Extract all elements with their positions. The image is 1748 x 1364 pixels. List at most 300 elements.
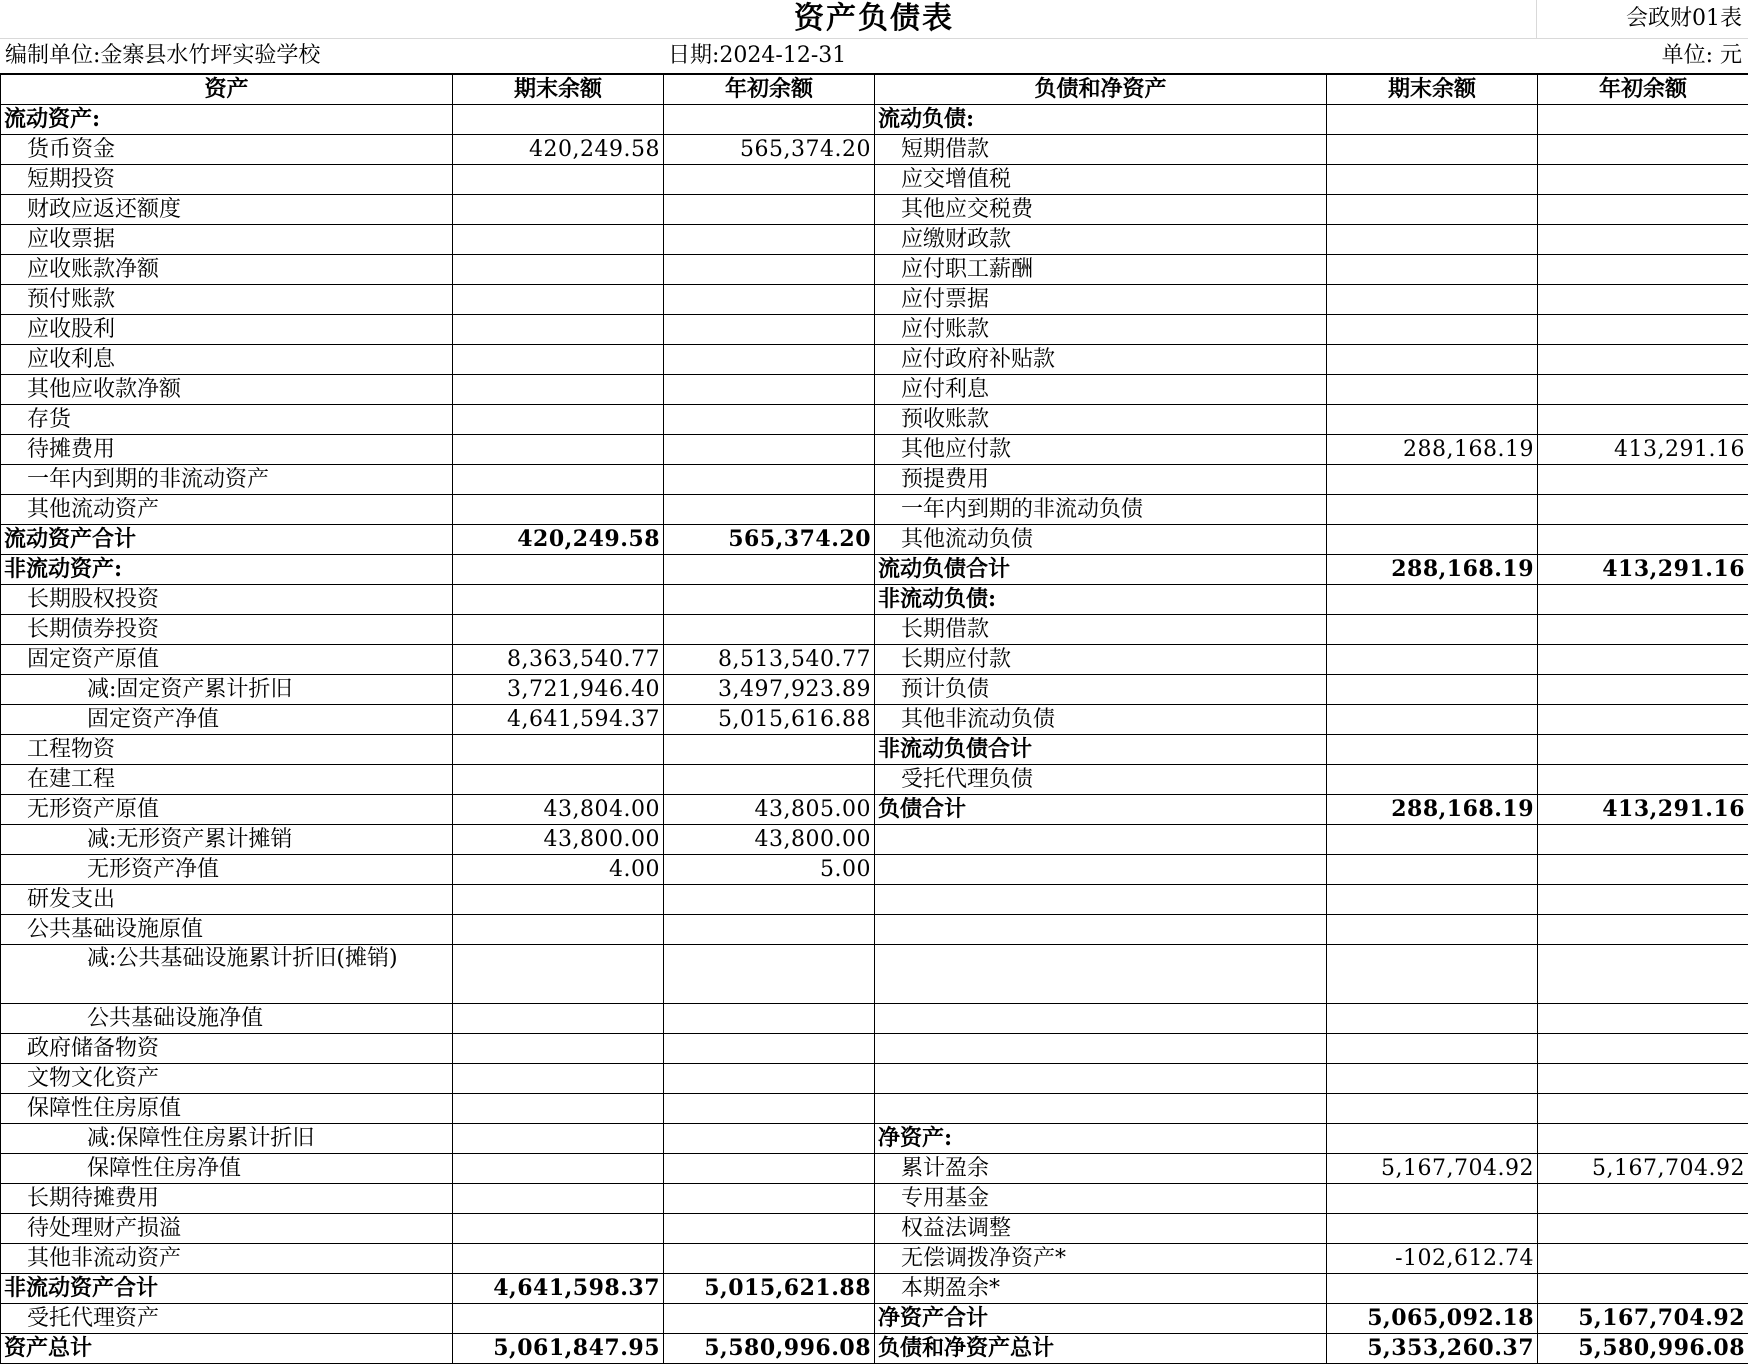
balance-table bbox=[0, 74, 1748, 1364]
liability-end-balance bbox=[1327, 495, 1538, 525]
asset-label: 流动资产: bbox=[1, 105, 453, 135]
asset-end-balance: 43,800.00 bbox=[453, 825, 664, 855]
liability-end-balance bbox=[1327, 375, 1538, 405]
sheet-title: 资产负债表 bbox=[0, 0, 1748, 38]
asset-label: 待摊费用 bbox=[1, 435, 453, 465]
liability-end-balance bbox=[1327, 705, 1538, 735]
asset-begin-balance bbox=[664, 405, 875, 435]
asset-label: 保障性住房原值 bbox=[1, 1094, 453, 1124]
asset-label: 资产总计 bbox=[1, 1334, 453, 1364]
asset-end-balance bbox=[453, 345, 664, 375]
asset-end-balance bbox=[453, 465, 664, 495]
liability-begin-balance bbox=[1538, 165, 1748, 195]
asset-label: 在建工程 bbox=[1, 765, 453, 795]
asset-end-balance bbox=[453, 1124, 664, 1154]
table-row bbox=[1, 1094, 1748, 1124]
asset-begin-balance bbox=[664, 375, 875, 405]
liability-label: 流动负债合计 bbox=[875, 555, 1327, 585]
liability-label: 应付票据 bbox=[875, 285, 1327, 315]
table-row bbox=[1, 1004, 1748, 1034]
liability-label: 受托代理负债 bbox=[875, 765, 1327, 795]
asset-begin-balance bbox=[664, 435, 875, 465]
liability-end-balance: -102,612.74 bbox=[1327, 1244, 1538, 1274]
title-divider bbox=[1536, 0, 1537, 38]
asset-label: 存货 bbox=[1, 405, 453, 435]
table-row bbox=[1, 705, 1748, 735]
asset-end-balance bbox=[453, 765, 664, 795]
liability-label bbox=[875, 915, 1327, 945]
liability-end-balance: 5,065,092.18 bbox=[1327, 1304, 1538, 1334]
liability-label: 本期盈余* bbox=[875, 1274, 1327, 1304]
liability-end-balance bbox=[1327, 675, 1538, 705]
liability-end-balance bbox=[1327, 645, 1538, 675]
asset-label: 工程物资 bbox=[1, 735, 453, 765]
liability-end-balance bbox=[1327, 1004, 1538, 1034]
liability-label: 净资产: bbox=[875, 1124, 1327, 1154]
liability-begin-balance bbox=[1538, 1124, 1748, 1154]
asset-begin-balance bbox=[664, 1154, 875, 1184]
asset-label: 减:保障性住房累计折旧 bbox=[1, 1124, 453, 1154]
liability-begin-balance bbox=[1538, 285, 1748, 315]
table-row bbox=[1, 105, 1748, 135]
liability-begin-balance bbox=[1538, 1214, 1748, 1244]
asset-begin-balance: 565,374.20 bbox=[664, 135, 875, 165]
liability-begin-balance bbox=[1538, 825, 1748, 855]
asset-label: 长期股权投资 bbox=[1, 585, 453, 615]
table-row bbox=[1, 315, 1748, 345]
asset-end-balance bbox=[453, 735, 664, 765]
asset-label: 非流动资产: bbox=[1, 555, 453, 585]
asset-end-balance bbox=[453, 1244, 664, 1274]
asset-label: 一年内到期的非流动资产 bbox=[1, 465, 453, 495]
table-row bbox=[1, 765, 1748, 795]
asset-label: 长期债券投资 bbox=[1, 615, 453, 645]
liability-begin-balance bbox=[1538, 885, 1748, 915]
table-row bbox=[1, 495, 1748, 525]
asset-end-balance: 43,804.00 bbox=[453, 795, 664, 825]
header-row bbox=[1, 75, 1748, 105]
asset-label: 预付账款 bbox=[1, 285, 453, 315]
header-liability-end: 期末余额 bbox=[1327, 75, 1538, 105]
asset-begin-balance bbox=[664, 315, 875, 345]
table-row bbox=[1, 1184, 1748, 1214]
liability-end-balance bbox=[1327, 135, 1538, 165]
liability-begin-balance bbox=[1538, 915, 1748, 945]
asset-begin-balance: 8,513,540.77 bbox=[664, 645, 875, 675]
table-row bbox=[1, 1214, 1748, 1244]
liability-end-balance bbox=[1327, 465, 1538, 495]
liability-label: 无偿调拨净资产* bbox=[875, 1244, 1327, 1274]
asset-end-balance bbox=[453, 405, 664, 435]
asset-end-balance bbox=[453, 285, 664, 315]
asset-end-balance bbox=[453, 315, 664, 345]
asset-label: 保障性住房净值 bbox=[1, 1154, 453, 1184]
asset-label: 公共基础设施原值 bbox=[1, 915, 453, 945]
asset-label: 减:公共基础设施累计折旧(摊销) bbox=[1, 945, 453, 1004]
asset-label: 财政应返还额度 bbox=[1, 195, 453, 225]
liability-begin-balance: 413,291.16 bbox=[1538, 435, 1748, 465]
liability-end-balance bbox=[1327, 1064, 1538, 1094]
liability-label: 一年内到期的非流动负债 bbox=[875, 495, 1327, 525]
asset-begin-balance bbox=[664, 345, 875, 375]
liability-begin-balance: 5,580,996.08 bbox=[1538, 1334, 1748, 1364]
asset-begin-balance: 5,580,996.08 bbox=[664, 1334, 875, 1364]
liability-label: 应交增值税 bbox=[875, 165, 1327, 195]
asset-label: 公共基础设施净值 bbox=[1, 1004, 453, 1034]
table-row bbox=[1, 345, 1748, 375]
liability-label bbox=[875, 855, 1327, 885]
liability-label bbox=[875, 1094, 1327, 1124]
asset-begin-balance bbox=[664, 1184, 875, 1214]
table-row bbox=[1, 135, 1748, 165]
liability-begin-balance bbox=[1538, 405, 1748, 435]
table-row bbox=[1, 1244, 1748, 1274]
table-row bbox=[1, 585, 1748, 615]
liability-label: 其他流动负债 bbox=[875, 525, 1327, 555]
liability-label: 预提费用 bbox=[875, 465, 1327, 495]
asset-begin-balance bbox=[664, 1094, 875, 1124]
info-row bbox=[0, 39, 1748, 74]
liability-begin-balance: 413,291.16 bbox=[1538, 555, 1748, 585]
asset-end-balance: 5,061,847.95 bbox=[453, 1334, 664, 1364]
asset-begin-balance bbox=[664, 1244, 875, 1274]
table-row bbox=[1, 1064, 1748, 1094]
asset-label: 非流动资产合计 bbox=[1, 1274, 453, 1304]
asset-begin-balance: 5,015,621.88 bbox=[664, 1274, 875, 1304]
liability-end-balance bbox=[1327, 105, 1538, 135]
table-row bbox=[1, 405, 1748, 435]
liability-begin-balance bbox=[1538, 345, 1748, 375]
liability-label: 负债合计 bbox=[875, 795, 1327, 825]
asset-label: 应收股利 bbox=[1, 315, 453, 345]
liability-end-balance bbox=[1327, 1184, 1538, 1214]
asset-end-balance: 4.00 bbox=[453, 855, 664, 885]
asset-end-balance bbox=[453, 915, 664, 945]
liability-end-balance bbox=[1327, 885, 1538, 915]
liability-label: 预收账款 bbox=[875, 405, 1327, 435]
liability-label: 其他应付款 bbox=[875, 435, 1327, 465]
liability-label: 预计负债 bbox=[875, 675, 1327, 705]
header-liability-begin: 年初余额 bbox=[1538, 75, 1748, 105]
liability-begin-balance bbox=[1538, 525, 1748, 555]
table-row bbox=[1, 645, 1748, 675]
asset-label: 减:无形资产累计摊销 bbox=[1, 825, 453, 855]
liability-end-balance bbox=[1327, 1094, 1538, 1124]
asset-end-balance bbox=[453, 105, 664, 135]
asset-end-balance bbox=[453, 1004, 664, 1034]
liability-begin-balance bbox=[1538, 615, 1748, 645]
table-row bbox=[1, 1034, 1748, 1064]
asset-end-balance bbox=[453, 1214, 664, 1244]
liability-label: 负债和净资产总计 bbox=[875, 1334, 1327, 1364]
liability-begin-balance bbox=[1538, 765, 1748, 795]
liability-label: 流动负债: bbox=[875, 105, 1327, 135]
liability-label: 非流动负债合计 bbox=[875, 735, 1327, 765]
liability-end-balance bbox=[1327, 615, 1538, 645]
liability-begin-balance bbox=[1538, 1034, 1748, 1064]
asset-label: 应收利息 bbox=[1, 345, 453, 375]
asset-end-balance bbox=[453, 375, 664, 405]
liability-end-balance bbox=[1327, 195, 1538, 225]
liability-begin-balance: 5,167,704.92 bbox=[1538, 1154, 1748, 1184]
table-row bbox=[1, 165, 1748, 195]
liability-end-balance: 5,353,260.37 bbox=[1327, 1334, 1538, 1364]
liability-begin-balance bbox=[1538, 255, 1748, 285]
liability-end-balance bbox=[1327, 255, 1538, 285]
table-row bbox=[1, 255, 1748, 285]
table-row bbox=[1, 525, 1748, 555]
table-row bbox=[1, 285, 1748, 315]
asset-label: 政府储备物资 bbox=[1, 1034, 453, 1064]
asset-end-balance bbox=[453, 225, 664, 255]
asset-end-balance bbox=[453, 555, 664, 585]
asset-label: 其他应收款净额 bbox=[1, 375, 453, 405]
liability-begin-balance bbox=[1538, 105, 1748, 135]
table-row bbox=[1, 195, 1748, 225]
liability-begin-balance bbox=[1538, 195, 1748, 225]
asset-label: 货币资金 bbox=[1, 135, 453, 165]
liability-end-balance bbox=[1327, 345, 1538, 375]
header-asset-end: 期末余额 bbox=[453, 75, 664, 105]
liability-begin-balance: 413,291.16 bbox=[1538, 795, 1748, 825]
asset-begin-balance bbox=[664, 885, 875, 915]
asset-label: 流动资产合计 bbox=[1, 525, 453, 555]
liability-begin-balance bbox=[1538, 1184, 1748, 1214]
asset-begin-balance: 565,374.20 bbox=[664, 525, 875, 555]
liability-begin-balance bbox=[1538, 735, 1748, 765]
liability-end-balance bbox=[1327, 225, 1538, 255]
asset-begin-balance: 43,805.00 bbox=[664, 795, 875, 825]
table-row bbox=[1, 1304, 1748, 1334]
table-row bbox=[1, 885, 1748, 915]
asset-label: 文物文化资产 bbox=[1, 1064, 453, 1094]
asset-end-balance bbox=[453, 1304, 664, 1334]
entity-label: 编制单位:金寨县水竹坪实验学校 bbox=[5, 39, 320, 73]
asset-end-balance bbox=[453, 1094, 664, 1124]
liability-begin-balance bbox=[1538, 585, 1748, 615]
asset-begin-balance bbox=[664, 105, 875, 135]
liability-label: 其他非流动负债 bbox=[875, 705, 1327, 735]
table-row bbox=[1, 1154, 1748, 1184]
liability-end-balance bbox=[1327, 585, 1538, 615]
liability-label bbox=[875, 1034, 1327, 1064]
liability-end-balance bbox=[1327, 525, 1538, 555]
table-row bbox=[1, 465, 1748, 495]
asset-begin-balance bbox=[664, 1064, 875, 1094]
liability-label: 应付政府补贴款 bbox=[875, 345, 1327, 375]
liability-end-balance bbox=[1327, 945, 1538, 1004]
asset-begin-balance bbox=[664, 555, 875, 585]
liability-begin-balance bbox=[1538, 645, 1748, 675]
asset-end-balance bbox=[453, 615, 664, 645]
liability-label: 应缴财政款 bbox=[875, 225, 1327, 255]
asset-begin-balance bbox=[664, 285, 875, 315]
liability-begin-balance bbox=[1538, 1274, 1748, 1304]
liability-end-balance bbox=[1327, 1034, 1538, 1064]
asset-end-balance: 3,721,946.40 bbox=[453, 675, 664, 705]
liability-end-balance bbox=[1327, 315, 1538, 345]
liability-label: 长期应付款 bbox=[875, 645, 1327, 675]
asset-end-balance bbox=[453, 195, 664, 225]
asset-end-balance: 4,641,594.37 bbox=[453, 705, 664, 735]
table-row bbox=[1, 1124, 1748, 1154]
table-row bbox=[1, 1274, 1748, 1304]
asset-label: 无形资产原值 bbox=[1, 795, 453, 825]
asset-label: 研发支出 bbox=[1, 885, 453, 915]
asset-begin-balance bbox=[664, 615, 875, 645]
liability-label: 应付利息 bbox=[875, 375, 1327, 405]
liability-end-balance bbox=[1327, 285, 1538, 315]
liability-end-balance bbox=[1327, 765, 1538, 795]
liability-begin-balance: 5,167,704.92 bbox=[1538, 1304, 1748, 1334]
liability-begin-balance bbox=[1538, 945, 1748, 1004]
liability-end-balance bbox=[1327, 735, 1538, 765]
liability-begin-balance bbox=[1538, 1064, 1748, 1094]
asset-begin-balance: 3,497,923.89 bbox=[664, 675, 875, 705]
table-row bbox=[1, 225, 1748, 255]
asset-label: 减:固定资产累计折旧 bbox=[1, 675, 453, 705]
liability-label: 长期借款 bbox=[875, 615, 1327, 645]
asset-begin-balance bbox=[664, 195, 875, 225]
liability-end-balance: 5,167,704.92 bbox=[1327, 1154, 1538, 1184]
liability-begin-balance bbox=[1538, 135, 1748, 165]
asset-label: 应收票据 bbox=[1, 225, 453, 255]
asset-end-balance: 8,363,540.77 bbox=[453, 645, 664, 675]
asset-end-balance: 420,249.58 bbox=[453, 525, 664, 555]
asset-begin-balance bbox=[664, 1004, 875, 1034]
asset-end-balance bbox=[453, 1064, 664, 1094]
table-row bbox=[1, 375, 1748, 405]
asset-begin-balance bbox=[664, 1304, 875, 1334]
table-row bbox=[1, 945, 1748, 1004]
liability-label bbox=[875, 825, 1327, 855]
asset-begin-balance bbox=[664, 915, 875, 945]
liability-begin-balance bbox=[1538, 315, 1748, 345]
table-row bbox=[1, 855, 1748, 885]
table-row bbox=[1, 795, 1748, 825]
asset-label: 应收账款净额 bbox=[1, 255, 453, 285]
asset-end-balance bbox=[453, 495, 664, 525]
table-row bbox=[1, 675, 1748, 705]
report-date: 日期:2024-12-31 bbox=[668, 39, 846, 73]
liability-label: 其他应交税费 bbox=[875, 195, 1327, 225]
asset-end-balance bbox=[453, 1034, 664, 1064]
asset-label: 长期待摊费用 bbox=[1, 1184, 453, 1214]
title-row bbox=[0, 0, 1748, 39]
liability-begin-balance bbox=[1538, 225, 1748, 255]
asset-end-balance bbox=[453, 165, 664, 195]
liability-label bbox=[875, 1004, 1327, 1034]
header-asset-begin: 年初余额 bbox=[664, 75, 875, 105]
unit-label: 单位: 元 bbox=[1662, 39, 1742, 73]
asset-begin-balance: 5.00 bbox=[664, 855, 875, 885]
liability-label: 应付账款 bbox=[875, 315, 1327, 345]
table-row bbox=[1, 615, 1748, 645]
asset-begin-balance: 43,800.00 bbox=[664, 825, 875, 855]
asset-begin-balance bbox=[664, 465, 875, 495]
asset-begin-balance bbox=[664, 1124, 875, 1154]
liability-begin-balance bbox=[1538, 1244, 1748, 1274]
asset-label: 固定资产原值 bbox=[1, 645, 453, 675]
liability-label: 累计盈余 bbox=[875, 1154, 1327, 1184]
liability-label: 非流动负债: bbox=[875, 585, 1327, 615]
liability-begin-balance bbox=[1538, 1004, 1748, 1034]
header-liabilities: 负债和净资产 bbox=[875, 75, 1327, 105]
liability-label bbox=[875, 1064, 1327, 1094]
liability-end-balance bbox=[1327, 1124, 1538, 1154]
asset-label: 固定资产净值 bbox=[1, 705, 453, 735]
liability-end-balance bbox=[1327, 165, 1538, 195]
liability-end-balance: 288,168.19 bbox=[1327, 795, 1538, 825]
table-row bbox=[1, 915, 1748, 945]
table-row bbox=[1, 825, 1748, 855]
asset-label: 短期投资 bbox=[1, 165, 453, 195]
liability-end-balance bbox=[1327, 855, 1538, 885]
liability-begin-balance bbox=[1538, 465, 1748, 495]
liability-begin-balance bbox=[1538, 705, 1748, 735]
asset-begin-balance bbox=[664, 495, 875, 525]
asset-begin-balance bbox=[664, 765, 875, 795]
liability-label: 净资产合计 bbox=[875, 1304, 1327, 1334]
table-row bbox=[1, 735, 1748, 765]
asset-label: 无形资产净值 bbox=[1, 855, 453, 885]
liability-end-balance bbox=[1327, 1214, 1538, 1244]
asset-label: 其他非流动资产 bbox=[1, 1244, 453, 1274]
liability-end-balance bbox=[1327, 405, 1538, 435]
asset-begin-balance bbox=[664, 735, 875, 765]
liability-begin-balance bbox=[1538, 495, 1748, 525]
liability-end-balance: 288,168.19 bbox=[1327, 435, 1538, 465]
asset-begin-balance bbox=[664, 1034, 875, 1064]
liability-label: 应付职工薪酬 bbox=[875, 255, 1327, 285]
asset-end-balance bbox=[453, 435, 664, 465]
asset-begin-balance bbox=[664, 255, 875, 285]
asset-begin-balance bbox=[664, 585, 875, 615]
table-row bbox=[1, 555, 1748, 585]
table-row bbox=[1, 1334, 1748, 1364]
asset-begin-balance: 5,015,616.88 bbox=[664, 705, 875, 735]
asset-end-balance bbox=[453, 255, 664, 285]
liability-label bbox=[875, 885, 1327, 915]
liability-begin-balance bbox=[1538, 375, 1748, 405]
liability-label: 短期借款 bbox=[875, 135, 1327, 165]
liability-begin-balance bbox=[1538, 1094, 1748, 1124]
table-row bbox=[1, 435, 1748, 465]
asset-label: 受托代理资产 bbox=[1, 1304, 453, 1334]
asset-end-balance bbox=[453, 885, 664, 915]
asset-begin-balance bbox=[664, 165, 875, 195]
asset-label: 其他流动资产 bbox=[1, 495, 453, 525]
liability-label: 权益法调整 bbox=[875, 1214, 1327, 1244]
asset-end-balance: 4,641,598.37 bbox=[453, 1274, 664, 1304]
form-number: 会政财01表 bbox=[1626, 0, 1742, 38]
asset-label: 待处理财产损溢 bbox=[1, 1214, 453, 1244]
asset-end-balance bbox=[453, 1154, 664, 1184]
asset-begin-balance bbox=[664, 1214, 875, 1244]
liability-end-balance bbox=[1327, 825, 1538, 855]
asset-begin-balance bbox=[664, 945, 875, 1004]
asset-begin-balance bbox=[664, 225, 875, 255]
liability-begin-balance bbox=[1538, 855, 1748, 885]
asset-end-balance bbox=[453, 585, 664, 615]
liability-begin-balance bbox=[1538, 675, 1748, 705]
asset-end-balance bbox=[453, 945, 664, 1004]
header-assets: 资产 bbox=[1, 75, 453, 105]
liability-end-balance bbox=[1327, 1274, 1538, 1304]
liability-end-balance bbox=[1327, 915, 1538, 945]
asset-end-balance: 420,249.58 bbox=[453, 135, 664, 165]
liability-end-balance: 288,168.19 bbox=[1327, 555, 1538, 585]
